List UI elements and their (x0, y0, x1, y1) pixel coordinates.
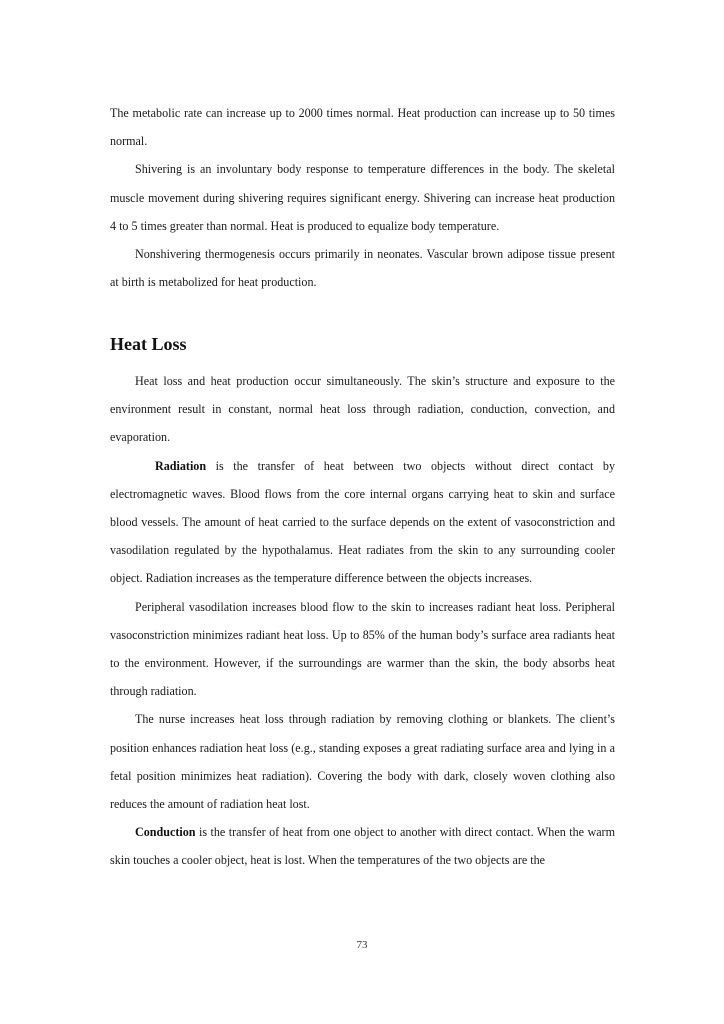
paragraph-metabolic-rate: The metabolic rate can increase up to 2000 times normal. Heat production can increase up to 50 times normal. (110, 106, 615, 149)
paragraph-shivering: Shivering is an involuntary body response to temperature differences in the body. The skeletal muscle movement during shivering requires significant energy. Shivering can increase heat production 4 to 5 times greater than normal. Heat is produced to equalize body temperature. (110, 162, 615, 233)
page-number: 73 (356, 939, 368, 951)
radiation-text: is the transfer of heat between two objects without direct contact by electromagnetic waves. Blood flows from the core internal organs carrying heat to skin and surface blood vessels. The amount of heat carried to the surface depends on the extent of vasoconstriction and vasodilation regulated by the hypothalamus. Heat radiates from the skin to any surrounding cooler object. Radiation increases as the temperature difference between the objects increases. (110, 458, 615, 586)
paragraph-nurse: The nurse increases heat loss through radiation by removing clothing or blankets. The client’s position enhances radiation heat loss (e.g., standing exposes a great radiating surface area and lying in a fetal position minimizes heat radiation). Covering the body with dark, closely woven clothing also reduces the amount of radiation heat lost. (110, 712, 615, 812)
paragraph-overview: Heat loss and heat production occur simultaneously. The skin’s structure and exposure to the environment result in constant, normal heat loss through radiation, conduction, convection, and evaporation. (110, 374, 615, 445)
heat-loss-text (110, 367, 615, 875)
paragraph-vasodilation: Peripheral vasodilation increases blood flow to the skin to increases radiant heat loss. Peripheral vasoconstriction minimizes radiant heat loss. Up to 85% of the human body’s surface area radiants heat to the environment. However, if the surroundings are warmer than the skin, the body absorbs heat through radiation. (110, 599, 615, 699)
paragraph-radiation (110, 452, 615, 593)
term-conduction: Conduction (135, 825, 196, 840)
paragraph-conduction (110, 818, 615, 874)
paragraph-nonshivering: Nonshivering thermogenesis occurs primarily in neonates. Vascular brown adipose tissue present at birth is metabolized for heat production. (110, 247, 615, 290)
intro-text (110, 99, 615, 296)
section-heading: Heat Loss (110, 334, 187, 354)
conduction-text: is the transfer of heat from one object to another with direct contact. When the warm skin touches a cooler object, heat is lost. When the temperatures of the two objects are the (110, 825, 615, 868)
term-radiation: Radiation (155, 458, 207, 473)
